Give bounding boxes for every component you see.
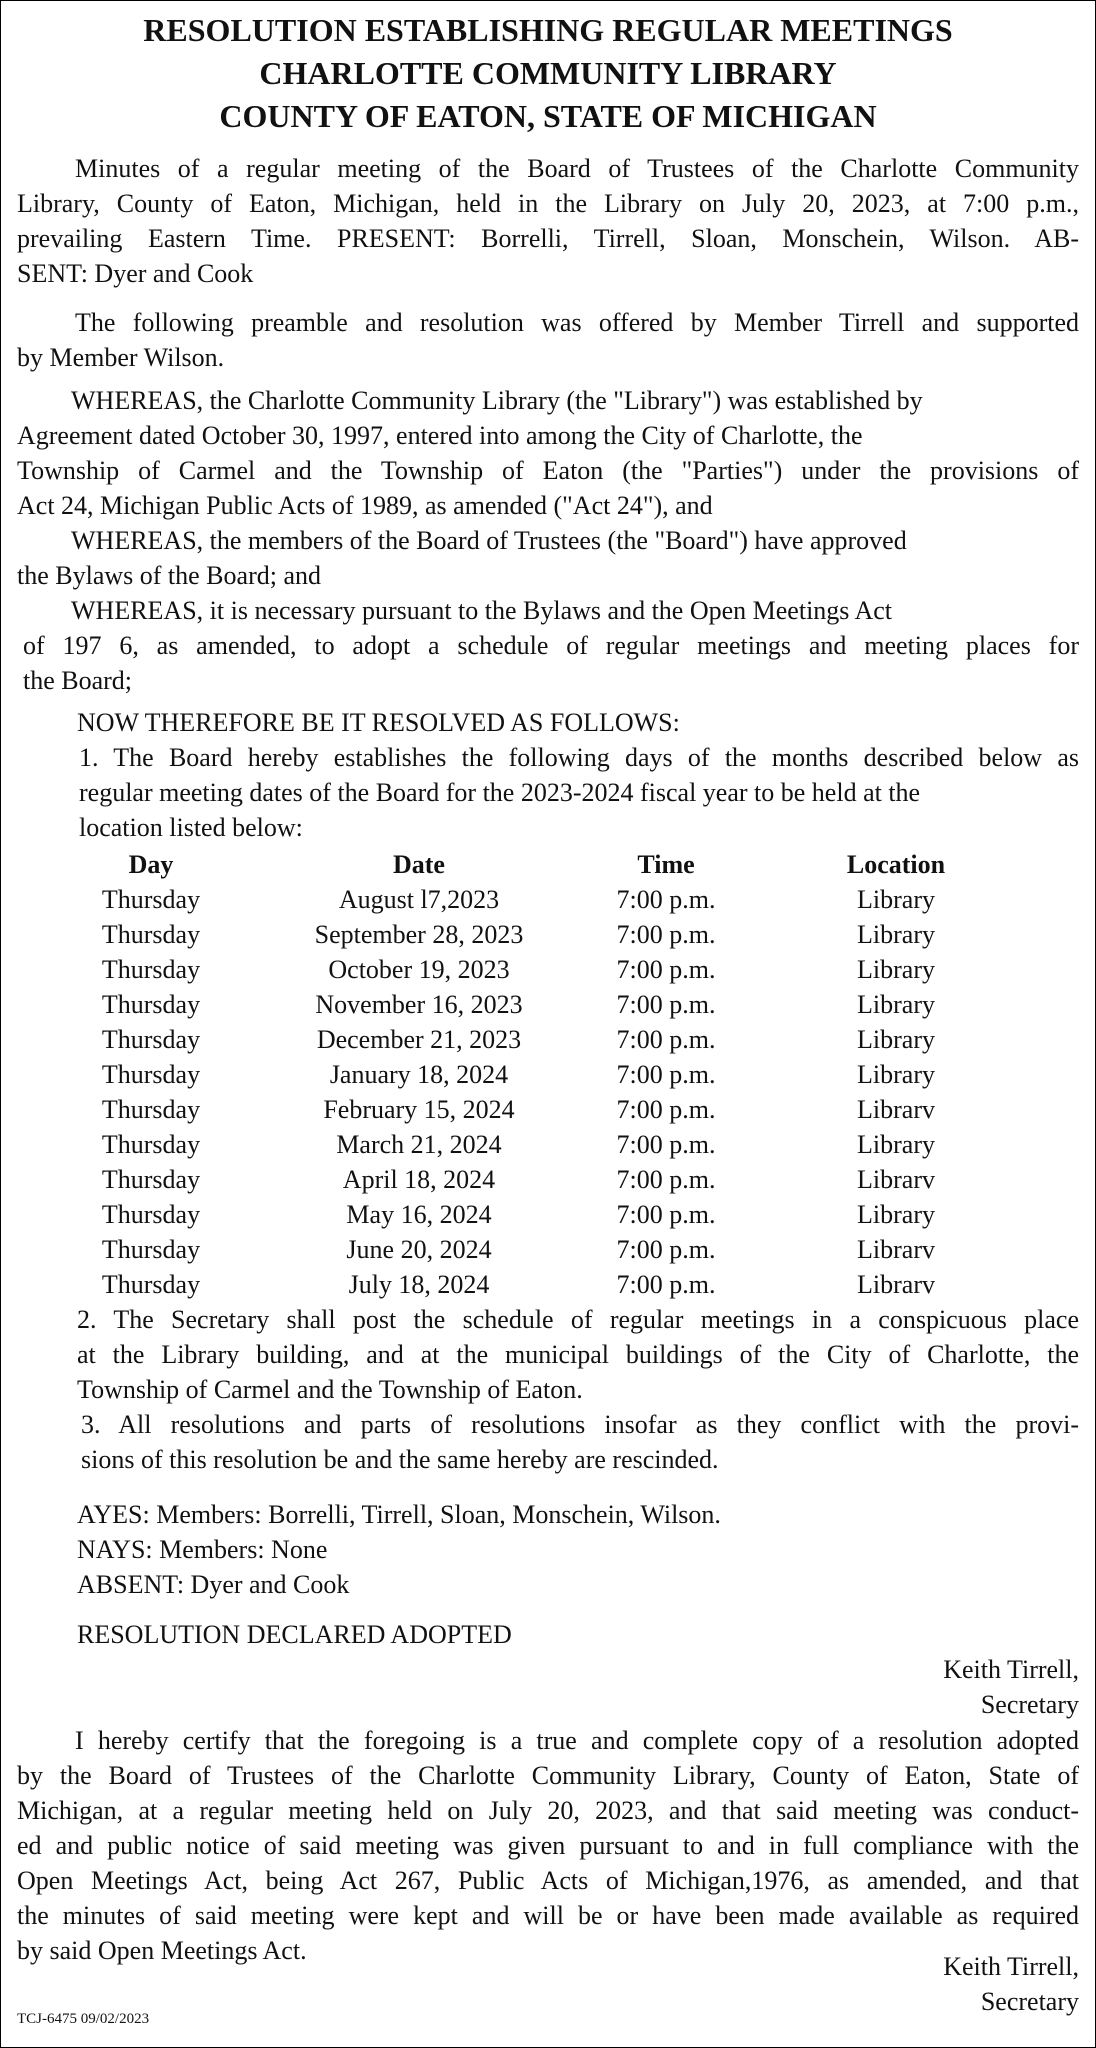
certification-line: ed and public notice of said meeting was given pursuant to and in full compliance with the: [17, 1831, 1079, 1860]
table-row: [1, 1267, 1095, 1302]
table-row: [1, 917, 1095, 952]
cell-date: December 21, 2023: [316, 1025, 522, 1054]
whereas-line: Agreement dated October 30, 1997, entered into among the City of Charlotte, the: [17, 421, 863, 450]
cell-location: Library: [857, 1200, 935, 1229]
notice-reference-code: TCJ-6475 09/02/2023: [17, 2011, 150, 2027]
whereas-line: Act 24, Michigan Public Acts of 1989, as amended ("Act 24"), and: [17, 491, 713, 520]
cell-time: 7:00 p.m.: [616, 885, 716, 914]
cell-day: Thursday: [101, 920, 201, 949]
signature-title: Secretary: [980, 1987, 1079, 2016]
vote-nays: NAYS: Members: None: [77, 1535, 328, 1564]
whereas-line: the Bylaws of the Board; and: [17, 561, 321, 590]
cell-location: Library: [857, 920, 935, 949]
item-1-line: regular meeting dates of the Board for the 2023-2024 fiscal year to be held at the: [79, 778, 921, 807]
table-row: [1, 1057, 1095, 1092]
whereas-paragraph-3: [23, 593, 1079, 698]
table-row: [1, 882, 1095, 917]
cell-time: 7:00 p.m.: [616, 990, 716, 1019]
cell-time: 7:00 p.m.: [616, 955, 716, 984]
vote-ayes: AYES: Members: Borrelli, Tirrell, Sloan, Monschein, Wilson.: [77, 1500, 721, 1529]
table-header-row: [1, 847, 1095, 882]
preamble-paragraph: [17, 305, 1079, 375]
title-line-1: RESOLUTION ESTABLISHING REGULAR MEETINGS: [143, 12, 953, 48]
cell-date: January 18, 2024: [329, 1060, 509, 1089]
cell-time: 7:00 p.m.: [616, 1200, 716, 1229]
item-1-paragraph: [79, 740, 1079, 845]
cell-location: Librarv: [857, 1165, 935, 1194]
cell-day: Thursday: [101, 1130, 201, 1159]
table-row: [1, 1232, 1095, 1267]
item-2-line: 2. The Secretary shall post the schedule of regular meetings in a conspicuous place: [77, 1305, 1079, 1334]
cell-day: Thursday: [101, 1270, 201, 1299]
column-header-location: Location: [846, 850, 946, 879]
whereas-line: the Board;: [23, 666, 133, 695]
certification-line: Michigan, at a regular meeting held on July 20, 2023, and that said meeting was conduct-: [17, 1796, 1079, 1825]
table-row: [1, 1162, 1095, 1197]
cell-day: Thursday: [101, 1095, 201, 1124]
certification-line: the minutes of said meeting were kept and will be or have been made available as required: [17, 1901, 1079, 1930]
cell-time: 7:00 p.m.: [616, 1165, 716, 1194]
cell-date: July 18, 2024: [348, 1270, 490, 1299]
table-row: [1, 1092, 1095, 1127]
column-header-day: Day: [128, 850, 174, 879]
minutes-line: prevailing Eastern Time. PRESENT: Borrelli, Tirrell, Sloan, Monschein, Wilson. AB-: [17, 224, 1079, 253]
resolved-heading: NOW THEREFORE BE IT RESOLVED AS FOLLOWS:: [77, 708, 680, 737]
column-header-time: Time: [637, 850, 695, 879]
minutes-line: SENT: Dyer and Cook: [17, 259, 254, 288]
signature-title: Secretary: [980, 1690, 1079, 1719]
cell-date: April 18, 2024: [342, 1165, 496, 1194]
cell-day: Thursday: [101, 885, 201, 914]
item-1-line: location listed below:: [79, 813, 303, 842]
signature-name: Keith Tirrell,: [943, 1655, 1079, 1684]
table-row: [1, 952, 1095, 987]
cell-time: 7:00 p.m.: [616, 1025, 716, 1054]
minutes-paragraph: [17, 151, 1079, 291]
cell-date: June 20, 2024: [346, 1235, 492, 1264]
cell-day: Thursday: [101, 1165, 201, 1194]
table-row: [1, 987, 1095, 1022]
cell-day: Thursday: [101, 1025, 201, 1054]
cell-location: Library: [857, 990, 935, 1019]
cell-time: 7:00 p.m.: [616, 1235, 716, 1264]
cell-location: Librarv: [857, 1270, 935, 1299]
cell-date: February 15, 2024: [323, 1095, 515, 1124]
title-line-2: CHARLOTTE COMMUNITY LIBRARY: [259, 55, 837, 91]
certification-line: by said Open Meetings Act.: [17, 1936, 307, 1965]
whereas-line: WHEREAS, the members of the Board of Trustees (the "Board") have approved: [71, 526, 907, 555]
whereas-line: Township of Carmel and the Township of Eaton (the "Parties") under the provisions of: [17, 456, 1079, 485]
cell-location: Library: [857, 885, 935, 914]
cell-time: 7:00 p.m.: [616, 1130, 716, 1159]
cell-time: 7:00 p.m.: [616, 920, 716, 949]
cell-location: Library: [857, 955, 935, 984]
vote-absent: ABSENT: Dyer and Cook: [77, 1570, 350, 1599]
cell-location: Library: [857, 1130, 935, 1159]
cell-date: November 16, 2023: [315, 990, 523, 1019]
cell-location: Librarv: [857, 1235, 935, 1264]
cell-location: Library: [857, 1060, 935, 1089]
item-2-line: Township of Carmel and the Township of Eaton.: [77, 1375, 583, 1404]
cell-day: Thursday: [101, 1200, 201, 1229]
table-row: [1, 1197, 1095, 1232]
cell-time: 7:00 p.m.: [616, 1060, 716, 1089]
certification-paragraph: [17, 1723, 1079, 1968]
whereas-line: of 197 6, as amended, to adopt a schedule of regular meetings and meeting places for: [23, 631, 1079, 660]
item-2-paragraph: [77, 1302, 1079, 1407]
item-3-line: 3. All resolutions and parts of resolutions insofar as they conflict with the provi-: [81, 1410, 1079, 1439]
whereas-line: WHEREAS, it is necessary pursuant to the Bylaws and the Open Meetings Act: [71, 596, 893, 625]
title-line-3: COUNTY OF EATON, STATE OF MICHIGAN: [219, 98, 877, 134]
cell-time: 7:00 p.m.: [616, 1270, 716, 1299]
cell-location: Library: [857, 1025, 935, 1054]
item-3-line: sions of this resolution be and the same hereby are rescinded.: [81, 1445, 719, 1474]
item-2-line: at the Library building, and at the municipal buildings of the City of Charlotte, the: [77, 1340, 1079, 1369]
item-3-paragraph: [81, 1407, 1079, 1477]
cell-date: May 16, 2024: [346, 1200, 492, 1229]
cell-day: Thursday: [101, 1060, 201, 1089]
certification-line: by the Board of Trustees of the Charlotte Community Library, County of Eaton, State of: [17, 1761, 1079, 1790]
minutes-line: Library, County of Eaton, Michigan, held in the Library on July 20, 2023, at 7:00 p.m.,: [17, 189, 1079, 218]
cell-day: Thursday: [101, 955, 201, 984]
cell-location: Librarv: [857, 1095, 935, 1124]
whereas-paragraph-1: [17, 383, 1079, 523]
preamble-line: by Member Wilson.: [17, 343, 225, 372]
cell-date: March 21, 2024: [336, 1130, 502, 1159]
cell-date: September 28, 2023: [314, 920, 524, 949]
minutes-line: Minutes of a regular meeting of the Board of Trustees of the Charlotte Community: [75, 154, 1079, 183]
item-1-line: 1. The Board hereby establishes the following days of the months described below as: [79, 743, 1079, 772]
cell-date: August l7,2023: [338, 885, 500, 914]
whereas-line: WHEREAS, the Charlotte Community Library (the "Library") was established by: [71, 386, 923, 415]
cell-day: Thursday: [101, 1235, 201, 1264]
preamble-line: The following preamble and resolution was offered by Member Tirrell and supported: [75, 308, 1079, 337]
cell-day: Thursday: [101, 990, 201, 1019]
column-header-date: Date: [393, 850, 445, 879]
table-row: [1, 1127, 1095, 1162]
resolution-declared: RESOLUTION DECLARED ADOPTED: [77, 1620, 512, 1649]
certification-line: Open Meetings Act, being Act 267, Public Acts of Michigan,1976, as amended, and that: [17, 1866, 1079, 1895]
cell-time: 7:00 p.m.: [616, 1095, 716, 1124]
notice-title: [1, 9, 1095, 138]
whereas-paragraph-2: [17, 523, 1079, 593]
table-row: [1, 1022, 1095, 1057]
cell-date: October 19, 2023: [328, 955, 510, 984]
signature-name: Keith Tirrell,: [943, 1952, 1079, 1981]
certification-line: I hereby certify that the foregoing is a true and complete copy of a resolution adopted: [75, 1726, 1079, 1755]
